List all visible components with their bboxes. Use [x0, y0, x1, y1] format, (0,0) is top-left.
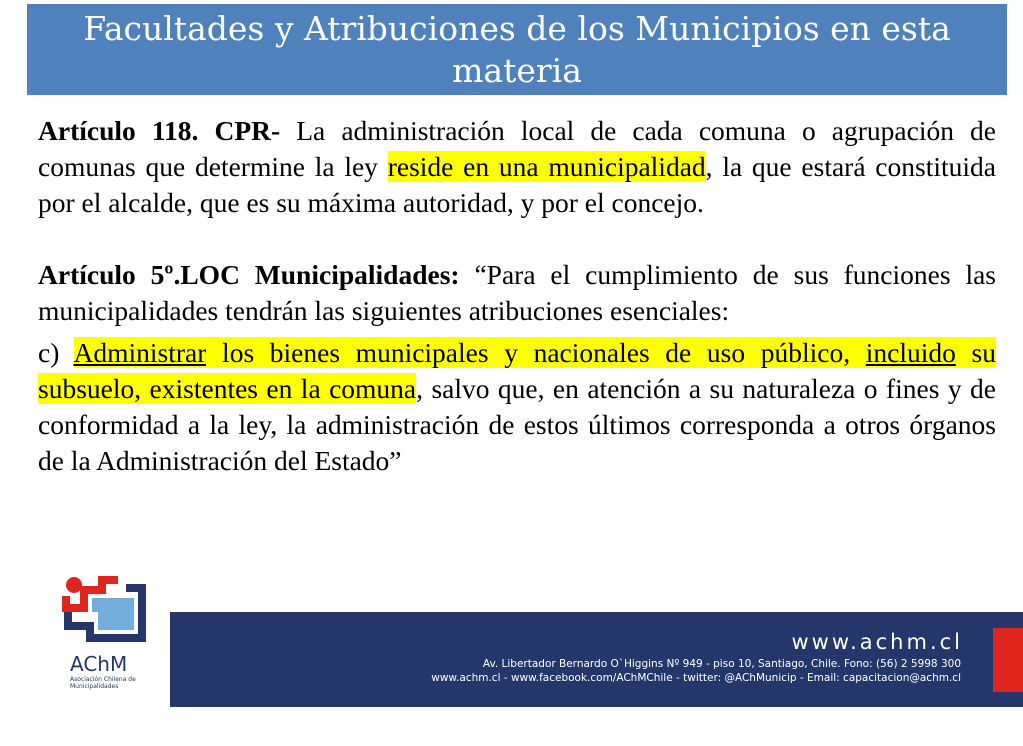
logo-name: AChM [70, 652, 128, 676]
footer-contacts: www.achm.cl - www.facebook.com/AChMChile - twitter: @AChMunicip - Email: capacitacion@achm.cl [431, 672, 961, 684]
article-118-text-2: , la que estará constituida por el alcalde, que es su máxima autoridad, y por el concejo. [38, 151, 996, 218]
slide-content [38, 113, 996, 479]
footer-bar [0, 612, 1023, 707]
article-5-paragraph [38, 257, 996, 329]
item-c-highlight-mid: los bienes municipales y nacionales de uso público, [206, 337, 866, 368]
slide-title-bar [27, 4, 1007, 95]
item-c-underlined-highlight-2: incluido [865, 337, 956, 368]
article-118-highlight: reside en una municipalidad [387, 151, 706, 182]
slide-title: Facultades y Atribuciones de los Municipios en esta materia [83, 8, 951, 90]
article-118-paragraph [38, 113, 996, 221]
item-c-underlined-highlight-1: Administrar [73, 337, 207, 368]
article-118-text-1: La administración local de cada comuna o agrupación de comunas que determine la ley [38, 115, 996, 182]
footer-website: www.achm.cl [791, 630, 963, 654]
article-118-label: Artículo 118. CPR- [38, 115, 281, 146]
footer-red-accent [993, 628, 1023, 692]
article-5-label: Artículo 5º.LOC Municipalidades: [38, 259, 460, 290]
item-c-paragraph [38, 335, 996, 479]
footer-address: Av. Libertador Bernardo O`Higgins Nº 949 - piso 10, Santiago, Chile. Fono: (56) 2 5998 300 [482, 658, 961, 670]
item-c-prefix: c) [38, 337, 74, 368]
item-c-rest: , salvo que, en atención a su naturaleza o fines y de conformidad a la ley, la administración de estos últimos corresponda a otros órganos de la Administración del Estado” [38, 373, 996, 476]
logo-subtitle: Asociación Chilena de Municipalidades [70, 676, 136, 690]
article-5-text: “Para el cumplimiento de sus funciones las municipalidades tendrán las siguientes atribuciones esenciales: [38, 259, 996, 326]
item-c-highlight-end: su subsuelo, existentes en la comuna [38, 337, 996, 404]
